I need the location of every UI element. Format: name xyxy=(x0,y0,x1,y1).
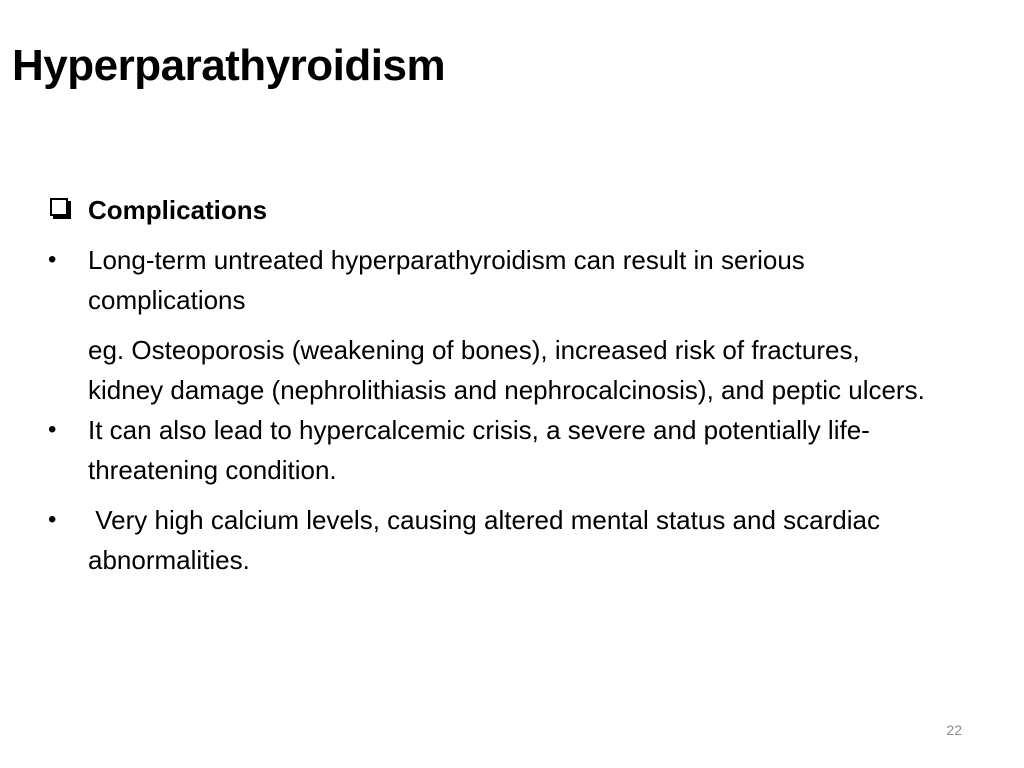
bullet-item-continuation: eg. Osteoporosis (weakening of bones), increased risk of fractures, kidney damage (nephrolithiasis and nephrocalcinosis), and peptic ulcers. xyxy=(88,335,925,405)
bullet-dot-icon: • xyxy=(48,416,57,443)
section-heading-text: Complications xyxy=(88,195,268,225)
bullet-item xyxy=(48,240,928,320)
bullet-item-text: Very high calcium levels, causing altered mental status and scardiac abnormalities. xyxy=(88,505,888,575)
bullet-item xyxy=(48,500,928,580)
bullet-dot-icon: • xyxy=(48,506,57,533)
bullet-item xyxy=(48,410,928,490)
page-number: 22 xyxy=(946,722,962,738)
slide-title: Hyperparathyroidism xyxy=(12,41,446,90)
bullet-dot-icon: • xyxy=(48,246,57,273)
slide-body xyxy=(48,190,928,580)
bullet-item-text: Long-term untreated hyperparathyroidism can result in serious complications xyxy=(88,245,805,315)
section-heading xyxy=(48,190,928,230)
bullet-item-text: It can also lead to hypercalcemic crisis, a severe and potentially life-threatening condition. xyxy=(88,415,870,485)
